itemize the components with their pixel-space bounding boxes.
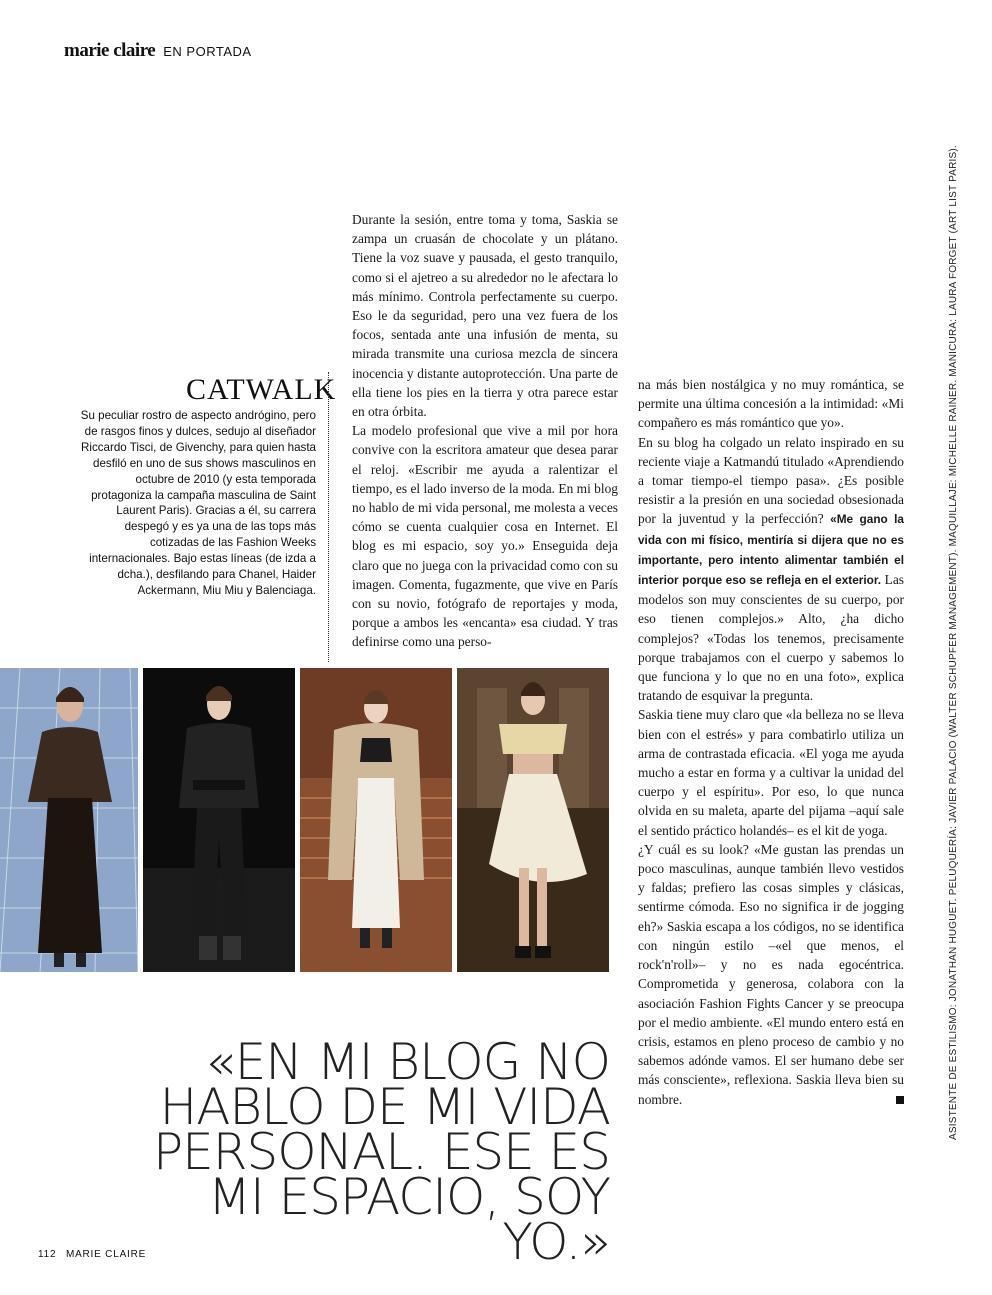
photo-credits: ASISTENTE DE ESTILISMO: JONATHAN HUGUET. PELUQUERÍA: JAVIER PALACIO (WALTER SCHUPFER MANAGEMENT). MAQUILLAJE: MICHELLE RAINER. MANICURA: LAURA FORGET (ART LIST PARIS). xyxy=(948,145,959,1140)
pull-quote-line: «EN MI BLOG NO xyxy=(205,1033,610,1091)
article-column-1 xyxy=(352,210,618,652)
article-paragraph: La modelo profesional que vive a mil por hora convive con la escritora amateur que desea parar el reloj. «Escribir me ayuda a ralentizar el tiempo, es el lado inverso de la moda. En mi blog no hablo de mi vida personal, me molesta a veces cómo se cuenta cualquier cosa en Internet. El blog es mi espacio, soy yo.» Enseguida deja claro que no juega con la privacidad como con su imagen. Comenta, fugazmente, que vive en París con su novio, fotógrafo de reportajes y moda, porque a ambos les «encanta» esa ciudad. Y tras definirse como una perso- xyxy=(352,423,618,650)
runway-photo-haider-ackermann xyxy=(143,668,295,972)
article-paragraph: na más bien nostálgica y no muy romántica, se permite una última concesión a la intimidad: «Mi compañero es más romántico que yo». xyxy=(638,377,904,431)
sidebar-text: Su peculiar rostro de aspecto andrógino, pero de rasgos finos y dulces, sedujo al diseñador Riccardo Tisci, de Givenchy, para quien hasta desfiló en uno de sus shows masculinos en octubre de 2010 (y esta temporada protagoniza la campaña masculina de Saint Laurent Paris). Gracias a él, su carrera despegó y es ya una de las tops más cotizadas de las Fashion Weeks internacionales. Bajo estas líneas (de izda a dcha.), desfilando para Chanel, Haider Ackermann, Miu Miu y Balenciaga. xyxy=(80,409,316,597)
article-column-2 xyxy=(638,375,904,1109)
pull-quote xyxy=(120,1033,610,1271)
pull-quote-line: HABLO DE MI VIDA xyxy=(159,1078,610,1136)
page-number: 112 xyxy=(38,1249,57,1260)
brand-logo: marie claire xyxy=(64,40,156,61)
page-header xyxy=(64,40,252,62)
pull-quote-line: PERSONAL. ESE ES xyxy=(153,1123,610,1181)
bold-quote: «Me gano la vida con mi físico, mentiría si dijera que no es importante, pero intento alimentar también el interior porque eso se refleja en el exterior. xyxy=(638,512,904,588)
article-text: Las modelos son muy conscientes de su cuerpo, por eso tienen complejos.» Alto, ¿ha dicho complejos? «Todas los tenemos, precisamente porque trabajamos con el cuerpo y sabemos lo que funciona y lo que no en una foto», explica tratando de esquivar la pregunta. xyxy=(638,572,904,704)
article-paragraph xyxy=(638,840,904,1109)
runway-photo-chanel xyxy=(0,668,138,972)
runway-photo-miu-miu xyxy=(300,668,452,972)
sidebar-title: CATWALK xyxy=(186,373,337,406)
article-paragraph: Durante la sesión, entre toma y toma, Saskia se zampa un cruasán de chocolate y un plátano. Tiene la voz suave y pausada, el gesto tranquilo, como si el ajetreo a su alrededor no le afectara lo más mínimo. Controla perfectamente su cuerpo. Eso le da seguridad, pero una vez fuera de los focos, sentada ante una infusión de menta, su mirada transmite una curiosa mezcla de sincera inocencia y distante autoprotección. Una parte de ella tiene los pies en la tierra y otra parece estar en otra órbita. xyxy=(352,212,618,420)
runway-photo-balenciaga xyxy=(457,668,609,972)
article-text: ¿Y cuál es su look? «Me gustan las prendas un poco masculinas, aunque también llevo vestidos y faldas; prefiero las cosas simples y clásicas, sentirme cómoda. Eso no significa ir de jogging eh?» Saskia escapa a los códigos, no se identifica con ningún estilo –«el que menos, el rock'n'roll»– y no es nada egocéntrica. Comprometida y generosa, colabora con la asociación Fashion Fights Cancer y se preocupa por el medio ambiente. «El mundo entero está en crisis, estamos en pleno proceso de cambio y no sabemos adónde vamos. El ser humano debe ser más consciente», reflexiona. Saskia lleva bien su nombre. xyxy=(638,841,904,1107)
article-text: En su blog ha colgado un relato inspirado en su reciente viaje a Katmandú titulado «Aprendiendo a tomar tiempo-el tiempo pasa». ¿Es posible resistir a la presión en una sociedad obsesionada por la juventud y la perfección? xyxy=(638,434,904,527)
magazine-name: MARIE CLAIRE xyxy=(65,1249,147,1260)
article-paragraph xyxy=(638,433,904,706)
end-mark-icon xyxy=(896,1096,904,1104)
page-footer xyxy=(38,1249,146,1260)
dotted-divider xyxy=(328,372,329,662)
article-paragraph: Saskia tiene muy claro que «la belleza no se lleva bien con el estrés» y para combatirlo utiliza un arma de contrastada eficacia. «El yoga me ayuda mucho a estar en forma y a cultivar la unidad del cuerpo y el espíritu». Por eso, lo que nunca olvida en su maleta, aparte del pijama –aquí sale el sentido práctico holandés– es el kit de yoga. xyxy=(638,707,904,838)
section-label: EN PORTADA xyxy=(163,44,252,59)
pull-quote-line: MI ESPACIO, SOY YO.» xyxy=(207,1168,610,1271)
